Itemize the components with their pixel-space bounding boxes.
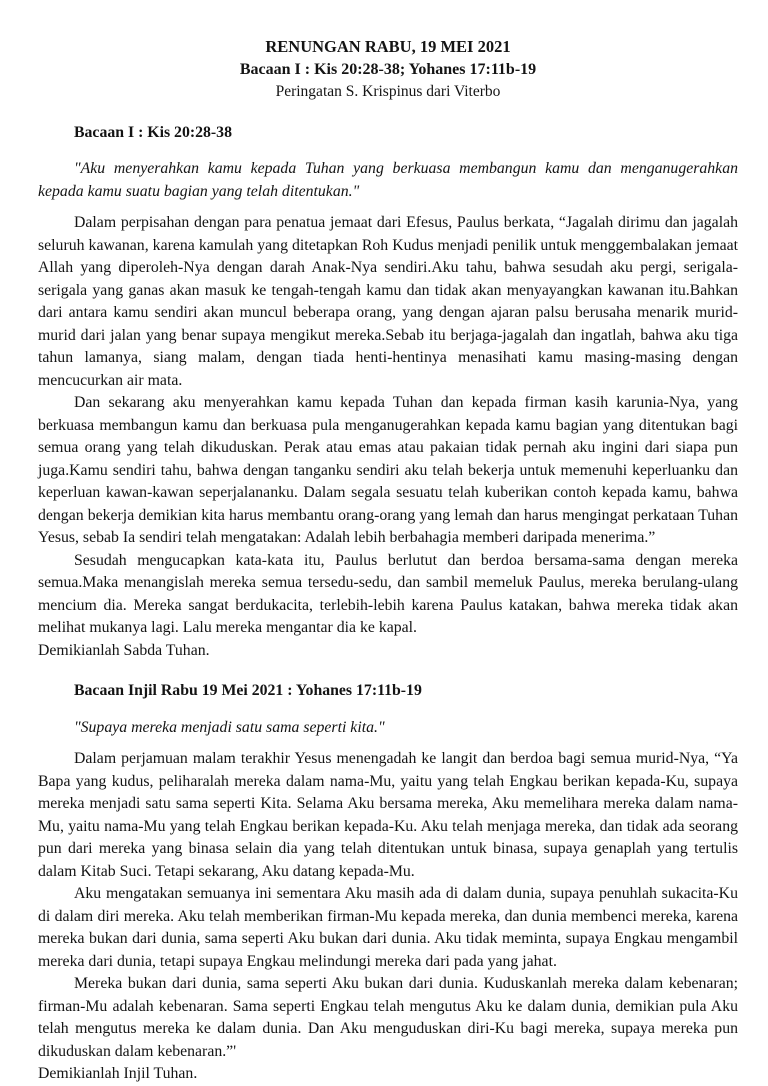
scripture-quote-gospel: "Supaya mereka menjadi satu sama seperti kita." (74, 718, 385, 736)
section-first-reading (38, 122, 738, 663)
body-paragraph: Dalam perjamuan malam terakhir Yesus menengadah ke langit dan berdoa bagi semua murid-Nya, “Ya Bapa yang kudus, peliharalah mereka dalam nama-Mu, yaitu yang telah Engkau berikan kepada-Ku, supaya mereka menjadi satu sama seperti Kita. Selama Aku bersama mereka, Aku memelihara mereka dalam nama-Mu, yaitu nama-Mu yang telah Engkau berikan kepada-Ku. Aku telah menjaga mereka, dan tidak ada seorang pun dari mereka yang binasa selain dia yang telah ditentukan untuk binasa, supaya genaplah yang tertulis dalam Kitab Suci. Tetapi sekarang, Aku datang kepada-Mu. (38, 750, 738, 880)
document-header (38, 36, 738, 104)
body-paragraph: Mereka bukan dari dunia, sama seperti Aku bukan dari dunia. Kuduskanlah mereka dalam kebenaran; firman-Mu adalah kebenaran. Sama seperti Engkau telah mengutus Aku ke dalam dunia, demikian pula Aku telah mengutus mereka ke dalam dunia. Dan Aku menguduskan diri-Ku bagi mereka, supaya mereka pun dikuduskan dalam kebenaran.”' (38, 975, 738, 1060)
closing-line-gospel: Demikianlah Injil Tuhan. (38, 1065, 198, 1082)
reading-reference: Bacaan I : Kis 20:28-38; Yohanes 17:11b-19 (239, 60, 537, 78)
body-paragraph: Sesudah mengucapkan kata-kata itu, Paulus berlutut dan berdoa bersama-sama dengan mereka semua.Maka menangislah mereka semua tersedu-sedu, dan sambil memeluk Paulus, mereka berulang-ulang mencium dia. Mereka sangat berdukacita, terlebih-lebih karena Paulus katakan, bahwa mereka tidak akan melihat mukanya lagi. Lalu mereka mengantar dia ke kapal. (38, 551, 738, 636)
body-paragraph: Dan sekarang aku menyerahkan kamu kepada Tuhan dan kepada firman kasih karunia-Nya, yang berkuasa membangun kamu dan berkuasa pula menganugerahkan kepada kamu bagian yang ditentukan bagi semua orang yang telah dikuduskan. Perak atau emas atau pakaian tidak pernah aku ingini dari siapa pun juga.Kamu sendiri tahu, bahwa dengan tanganku sendiri aku telah bekerja untuk memenuhi keperluanku dan keperluan kawan-kawan seperjalananku. Dalam segala sesuatu telah kuberikan contoh kepada kamu, bahwa dengan bekerja demikian kita harus membantu orang-orang yang lemah dan harus mengingat perkataan Tuhan Yesus, sebab Ia sendiri telah mengatakan: Adalah lebih berbahagia memberi daripada menerima.” (38, 394, 738, 546)
section-heading-gospel: Bacaan Injil Rabu 19 Mei 2021 : Yohanes 17:11b-19 (74, 682, 422, 699)
memorial-line: Peringatan S. Krispinus dari Viterbo (275, 83, 501, 100)
section-heading-first-reading: Bacaan I : Kis 20:28-38 (74, 123, 232, 141)
body-paragraph: Aku mengatakan semuanya ini sementara Aku masih ada di dalam dunia, supaya penuhlah sukacita-Ku di dalam diri mereka. Aku telah memberikan firman-Mu kepada mereka, dan dunia membenci mereka, karena mereka bukan dari dunia, sama seperti Aku bukan dari dunia. Aku tidak meminta, supaya Engkau mengambil mereka dari dunia, tetapi supaya Engkau melindungi mereka dari pada yang jahat. (38, 885, 738, 970)
page-title: RENUNGAN RABU, 19 MEI 2021 (265, 37, 511, 56)
section-gospel-reading (38, 680, 738, 1086)
closing-line-first-reading: Demikianlah Sabda Tuhan. (38, 641, 210, 659)
scripture-quote-first-reading: "Aku menyerahkan kamu kepada Tuhan yang berkuasa membangun kamu dan menganugerahkan kepada kamu suatu bagian yang telah ditentukan." (38, 160, 738, 200)
body-paragraph: Dalam perpisahan dengan para penatua jemaat dari Efesus, Paulus berkata, “Jagalah dirimu dan jagalah seluruh kawanan, karena kamulah yang ditetapkan Roh Kudus menjadi penilik untuk menggembalakan jemaat Allah yang diperoleh-Nya dengan darah Anak-Nya sendiri.Aku tahu, bahwa sesudah aku pergi, serigala-serigala yang ganas akan masuk ke tengah-tengah kamu dan tidak akan menyayangkan kawanan itu.Bahkan dari antara kamu sendiri akan muncul beberapa orang, yang dengan ajaran palsu berusaha menarik murid-murid dari jalan yang benar supaya mengikut mereka.Sebab itu berjaga-jagalah dan ingatlah, bahwa aku tiga tahun lamanya, siang malam, dengan tiada henti-hentinya menasihati kamu masing-masing dengan mencucurkan air mata. (38, 214, 738, 389)
